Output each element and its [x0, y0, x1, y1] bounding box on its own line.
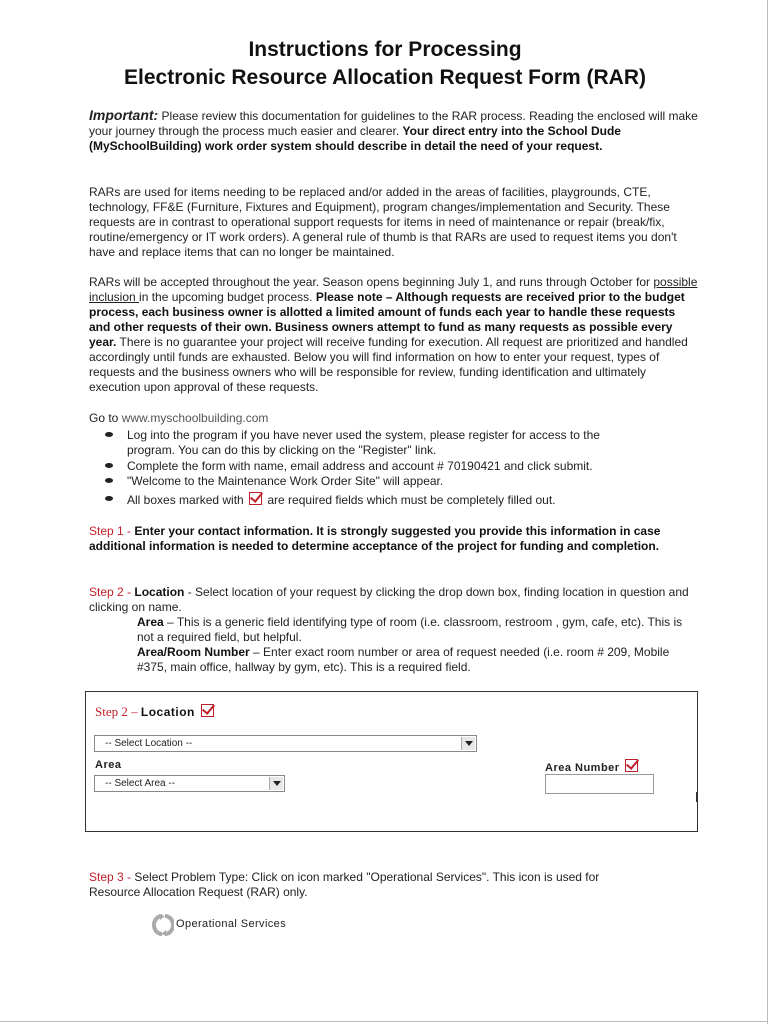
step2-area-line: [89, 615, 699, 645]
step3-label: Step 3 -: [89, 870, 135, 884]
page-title-line1: Instructions for Processing: [248, 38, 522, 61]
area-number-input[interactable]: [545, 774, 654, 794]
step2-room-line: [89, 645, 699, 675]
rars-paragraph: RARs are used for items needing to be replaced and/or added in the areas of facilities, playgrounds, CTE, technology, FF&E (Furniture, Fixtures and Equipment), program changes/implementation and Security. These requests are in contrast to operational support requests for items in need of maintenance or repair (break/fix, routine/emergency or IT work orders). A general rule of thumb is that RARs are used to request items you don't have and replace items that can no longer be maintained.: [89, 185, 677, 259]
page-edge-right: [767, 0, 768, 1024]
step2-area-label: Area: [137, 615, 164, 629]
operational-services-label[interactable]: Operational Services: [176, 918, 287, 930]
area-number-text: Area Number: [545, 762, 620, 774]
accepted-text-3: There is no guarantee your project will receive funding for execution. All request are prioritized and handled accordingly until funds are exhausted. Below you will find information on how to enter your request, types of requests and the business owners who will be responsible for review, funding identification and ultimately execution upon approval of these requests.: [89, 335, 688, 394]
area-select-value: -- Select Area --: [105, 778, 176, 789]
bullet-item-register: [105, 428, 625, 458]
step2-paragraph: [89, 585, 699, 675]
location-form-step: Step 2 –: [95, 704, 141, 719]
important-label: Important:: [89, 107, 159, 123]
accepted-text-1: RARs will be accepted throughout the year. Season opens beginning July 1, and runs through October for: [89, 275, 654, 289]
area-number-check-icon: [625, 759, 638, 772]
required-text-a: All boxes marked with: [127, 493, 248, 507]
required-text-b: are required fields which must be completely filled out.: [264, 493, 556, 507]
required-check-icon: [249, 492, 262, 505]
goto-url[interactable]: www.myschoolbuilding.com: [121, 411, 269, 425]
step2-label: Step 2 -: [89, 585, 135, 599]
step2-room-label: Area/Room Number: [137, 645, 250, 659]
goto-line: [89, 411, 699, 426]
step1-label: Step 1 -: [89, 524, 135, 538]
important-paragraph: [89, 108, 699, 154]
refresh-icon[interactable]: [152, 913, 174, 937]
chevron-down-icon[interactable]: [461, 737, 475, 750]
bullet-item-welcome: [105, 474, 705, 489]
step2-room-text: – Enter exact room number or area of request needed (i.e. room # 209, Mobile #375, main office, hallway by gym, etc). This is a required field.: [137, 645, 670, 674]
location-form-box: [85, 691, 698, 832]
location-select[interactable]: [94, 735, 477, 752]
location-select-value: -- Select Location --: [105, 738, 193, 749]
bullet-text-complete-form: Complete the form with name, email address and account # 70190421 and click submit.: [127, 459, 593, 473]
location-form-title: [95, 704, 216, 720]
bullet-item-complete-form: [105, 459, 705, 474]
chevron-down-icon[interactable]: [269, 777, 283, 790]
bullet-text-required: [127, 492, 705, 508]
bullet-icon: [105, 463, 113, 468]
location-check-icon: [201, 704, 214, 717]
important-text: Please review this documentation for guidelines to the RAR process. Reading the enclosed will make your journey through the process much easier and clearer.: [89, 109, 698, 138]
bullet-text-register: Log into the program if you have never used the system, please register for access to the program. You can do this by clicking on the "Register" link.: [127, 428, 600, 457]
area-number-label: [545, 759, 640, 774]
bullet-item-required: [105, 492, 705, 508]
bullet-text-welcome: "Welcome to the Maintenance Work Order Site" will appear.: [127, 474, 444, 488]
location-form-label: Location: [140, 705, 195, 719]
divider-tick: [696, 792, 697, 802]
step2-location-text: - Select location of your request by clicking the drop down box, finding location in question and clicking on name.: [89, 585, 689, 614]
important-bold-text: Your direct entry into the School Dude (MySchoolBuilding) work order system should describe in detail the need of your request.: [89, 124, 621, 153]
bullet-icon: [105, 432, 113, 437]
accepted-bold-note: Please note – Although requests are received prior to the budget process, each business owner is allotted a limited amount of funds each year to handle these requests and other requests of their own. Business owners attempt to fund as many requests as possible every year.: [89, 290, 685, 349]
area-label: Area: [95, 759, 122, 771]
step3-paragraph: [89, 870, 649, 900]
accepted-underlined: possible inclusion: [89, 275, 698, 304]
accepted-paragraph: [89, 275, 699, 395]
step3-text: Select Problem Type: Click on icon marked "Operational Services". This icon is used for Resource Allocation Request (RAR) only.: [89, 870, 600, 899]
goto-prefix: Go to: [89, 411, 122, 425]
step1-bold-text: Enter your contact information. It is strongly suggested you provide this information in case additional information is needed to determine acceptance of the project for funding and completion.: [89, 524, 661, 553]
step2-location-label: Location: [134, 585, 185, 599]
bullet-icon: [105, 478, 113, 483]
bullet-icon: [105, 496, 113, 501]
page-title-line2: Electronic Resource Allocation Request Form (RAR): [124, 66, 646, 89]
accepted-text-2: in the upcoming budget process.: [139, 290, 316, 304]
area-select[interactable]: [94, 775, 285, 792]
step2-area-text: – This is a generic field identifying type of room (i.e. classroom, restroom , gym, cafe, etc). This is not a required field, but helpful.: [137, 615, 683, 644]
step1-paragraph: [89, 524, 699, 554]
page-edge-bottom: [0, 1021, 768, 1022]
